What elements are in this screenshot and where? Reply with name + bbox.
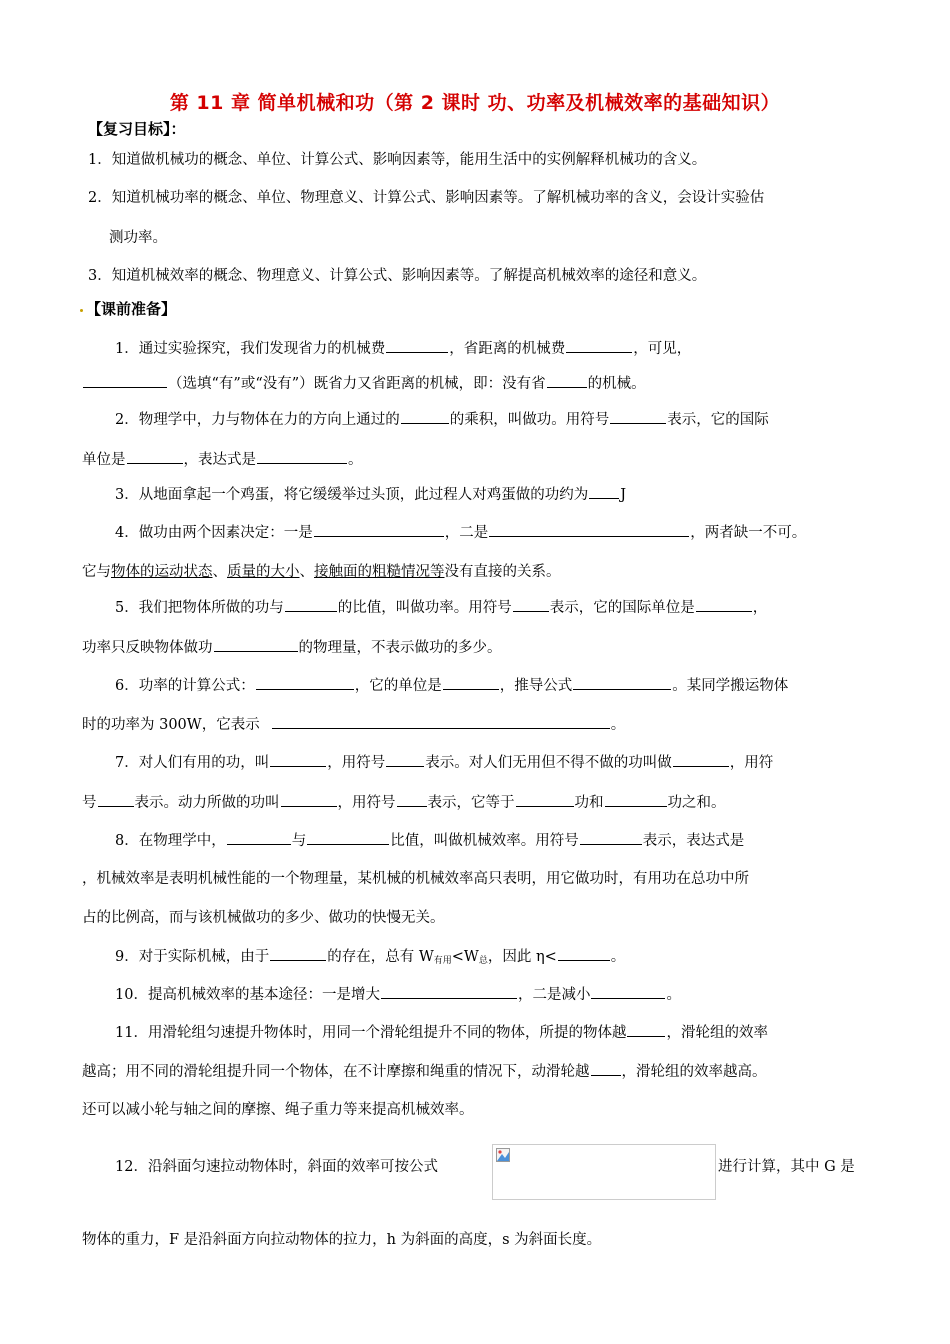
question-4-line-2: 它与物体的运动状态、质量的大小、接触面的粗糙情况等没有直接的关系。 <box>82 564 561 580</box>
question-7-line-1: 7．对人们有用的功，叫 ，用符号 表示。对人们无用但不得不做的功叫做 ，用符 <box>115 752 773 773</box>
fill-blank[interactable] <box>558 946 610 961</box>
broken-image-icon <box>496 1148 510 1162</box>
goal-item-1: 1．知道做机械功的概念、单位、计算公式、影响因素等，能用生活中的实例解释机械功的含义。 <box>88 152 707 168</box>
fill-blank[interactable] <box>589 484 619 499</box>
fill-blank[interactable] <box>627 1022 665 1037</box>
question-5-line-1: 5．我们把物体所做的功与 的比值，叫做功率。用符号 表示，它的国际单位是 ， <box>115 597 767 618</box>
question-4-line-1: 4．做功由两个因素决定：一是 ，二是 ，两者缺一不可。 <box>115 522 806 543</box>
fill-blank[interactable] <box>516 792 574 807</box>
question-10: 10．提高机械效率的基本途径：一是增大 ，二是减小 。 <box>115 984 681 1005</box>
goal-item-3: 3．知道机械效率的概念、物理意义、计算公式、影响因素等。了解提高机械效率的途径和意义。 <box>88 268 707 284</box>
review-goals-heading: 【复习目标】： <box>88 120 186 138</box>
question-6-line-2: 时的功率为 300W，它表示 。 <box>82 714 625 735</box>
fill-blank[interactable] <box>547 373 587 388</box>
fill-blank[interactable] <box>591 1061 621 1076</box>
fill-blank[interactable] <box>610 409 666 424</box>
fill-blank[interactable] <box>98 792 134 807</box>
fill-blank[interactable] <box>307 830 389 845</box>
marker-dot-icon <box>80 309 83 312</box>
fill-blank[interactable] <box>272 714 610 729</box>
question-9: 9．对于实际机械，由于 的存在，总有 $W_{有用}<W_总$，因此 η< 。 <box>115 946 625 971</box>
page-title: 第 11 章 简单机械和功（第 2 课时 功、功率及机械效率的基础知识） <box>169 92 781 114</box>
fill-blank[interactable] <box>270 946 326 961</box>
question-12-line-1b: 进行计算，其中 G 是 <box>718 1159 855 1175</box>
fill-blank[interactable] <box>386 752 424 767</box>
fill-blank[interactable] <box>83 373 167 388</box>
goal-item-2: 2．知道机械功率的概念、单位、物理意义、计算公式、影响因素等。了解机械功率的含义，会设计实验估 <box>88 190 765 206</box>
question-5-line-2: 功率只反映物体做功 的物理量，不表示做功的多少。 <box>82 637 502 658</box>
fill-blank[interactable] <box>270 752 326 767</box>
fill-blank[interactable] <box>227 830 291 845</box>
fill-blank[interactable] <box>127 449 183 464</box>
formula-image-placeholder <box>492 1144 716 1200</box>
fill-blank[interactable] <box>573 675 671 690</box>
fill-blank[interactable] <box>443 675 499 690</box>
question-11-line-2: 越高；用不同的滑轮组提升同一个物体，在不计摩擦和绳重的情况下，动滑轮越 ，滑轮组的效率越高。 <box>82 1061 767 1082</box>
question-11-line-1: 11．用滑轮组匀速提升物体时，用同一个滑轮组提升不同的物体，所提的物体越 ，滑轮组的效率 <box>115 1022 768 1043</box>
question-1-line-2: （选填“有”或“没有”）既省力又省距离的机械，即：没有省 的机械。 <box>82 373 646 394</box>
fill-blank[interactable] <box>381 984 517 999</box>
question-8-line-2: ，机械效率是表明机械性能的一个物理量，某机械的机械效率高只表明，用它做功时，有用功在总功中所 <box>82 871 749 887</box>
question-11-line-3: 还可以减小轮与轴之间的摩擦、绳子重力等来提高机械效率。 <box>82 1102 474 1118</box>
question-12-line-1a: 12．沿斜面匀速拉动物体时，斜面的效率可按公式 <box>115 1159 438 1175</box>
fill-blank[interactable] <box>673 752 729 767</box>
goal-item-2-cont: 测功率。 <box>109 230 167 246</box>
question-8-line-1: 8．在物理学中， 与 比值，叫做机械效率。用符号 表示，表达式是 <box>115 830 744 851</box>
fill-blank[interactable] <box>591 984 665 999</box>
fill-blank[interactable] <box>580 830 642 845</box>
fill-blank[interactable] <box>256 675 354 690</box>
prep-heading: 【课前准备】 <box>80 298 176 319</box>
fill-blank[interactable] <box>489 522 689 537</box>
fill-blank[interactable] <box>513 597 549 612</box>
question-3: 3．从地面拿起一个鸡蛋，将它缓缓举过头顶，此过程人对鸡蛋做的功约为 J <box>115 484 626 505</box>
fill-blank[interactable] <box>314 522 444 537</box>
question-2-line-2: 单位是 ，表达式是 。 <box>82 449 363 470</box>
fill-blank[interactable] <box>696 597 752 612</box>
question-7-line-2: 号 表示。动力所做的功叫 ，用符号 表示，它等于 功和 功之和。 <box>82 792 726 813</box>
fill-blank[interactable] <box>285 597 337 612</box>
question-1-line-1: 1．通过实验探究，我们发现省力的机械费 ，省距离的机械费 ，可见， <box>115 338 691 359</box>
fill-blank[interactable] <box>605 792 667 807</box>
question-2-line-1: 2．物理学中，力与物体在力的方向上通过的 的乘积，叫做功。用符号 表示，它的国际 <box>115 409 769 430</box>
fill-blank[interactable] <box>386 338 448 353</box>
question-8-line-3: 占的比例高，而与该机械做功的多少、做功的快慢无关。 <box>82 910 445 926</box>
question-12-line-2: 物体的重力，F 是沿斜面方向拉动物体的拉力，h 为斜面的高度，s 为斜面长度。 <box>82 1232 602 1248</box>
fill-blank[interactable] <box>566 338 632 353</box>
fill-blank[interactable] <box>397 792 427 807</box>
question-6-line-1: 6．功率的计算公式： ，它的单位是 ，推导公式 。某同学搬运物体 <box>115 675 788 696</box>
fill-blank[interactable] <box>257 449 347 464</box>
fill-blank[interactable] <box>401 409 449 424</box>
fill-blank[interactable] <box>214 637 298 652</box>
fill-blank[interactable] <box>281 792 337 807</box>
